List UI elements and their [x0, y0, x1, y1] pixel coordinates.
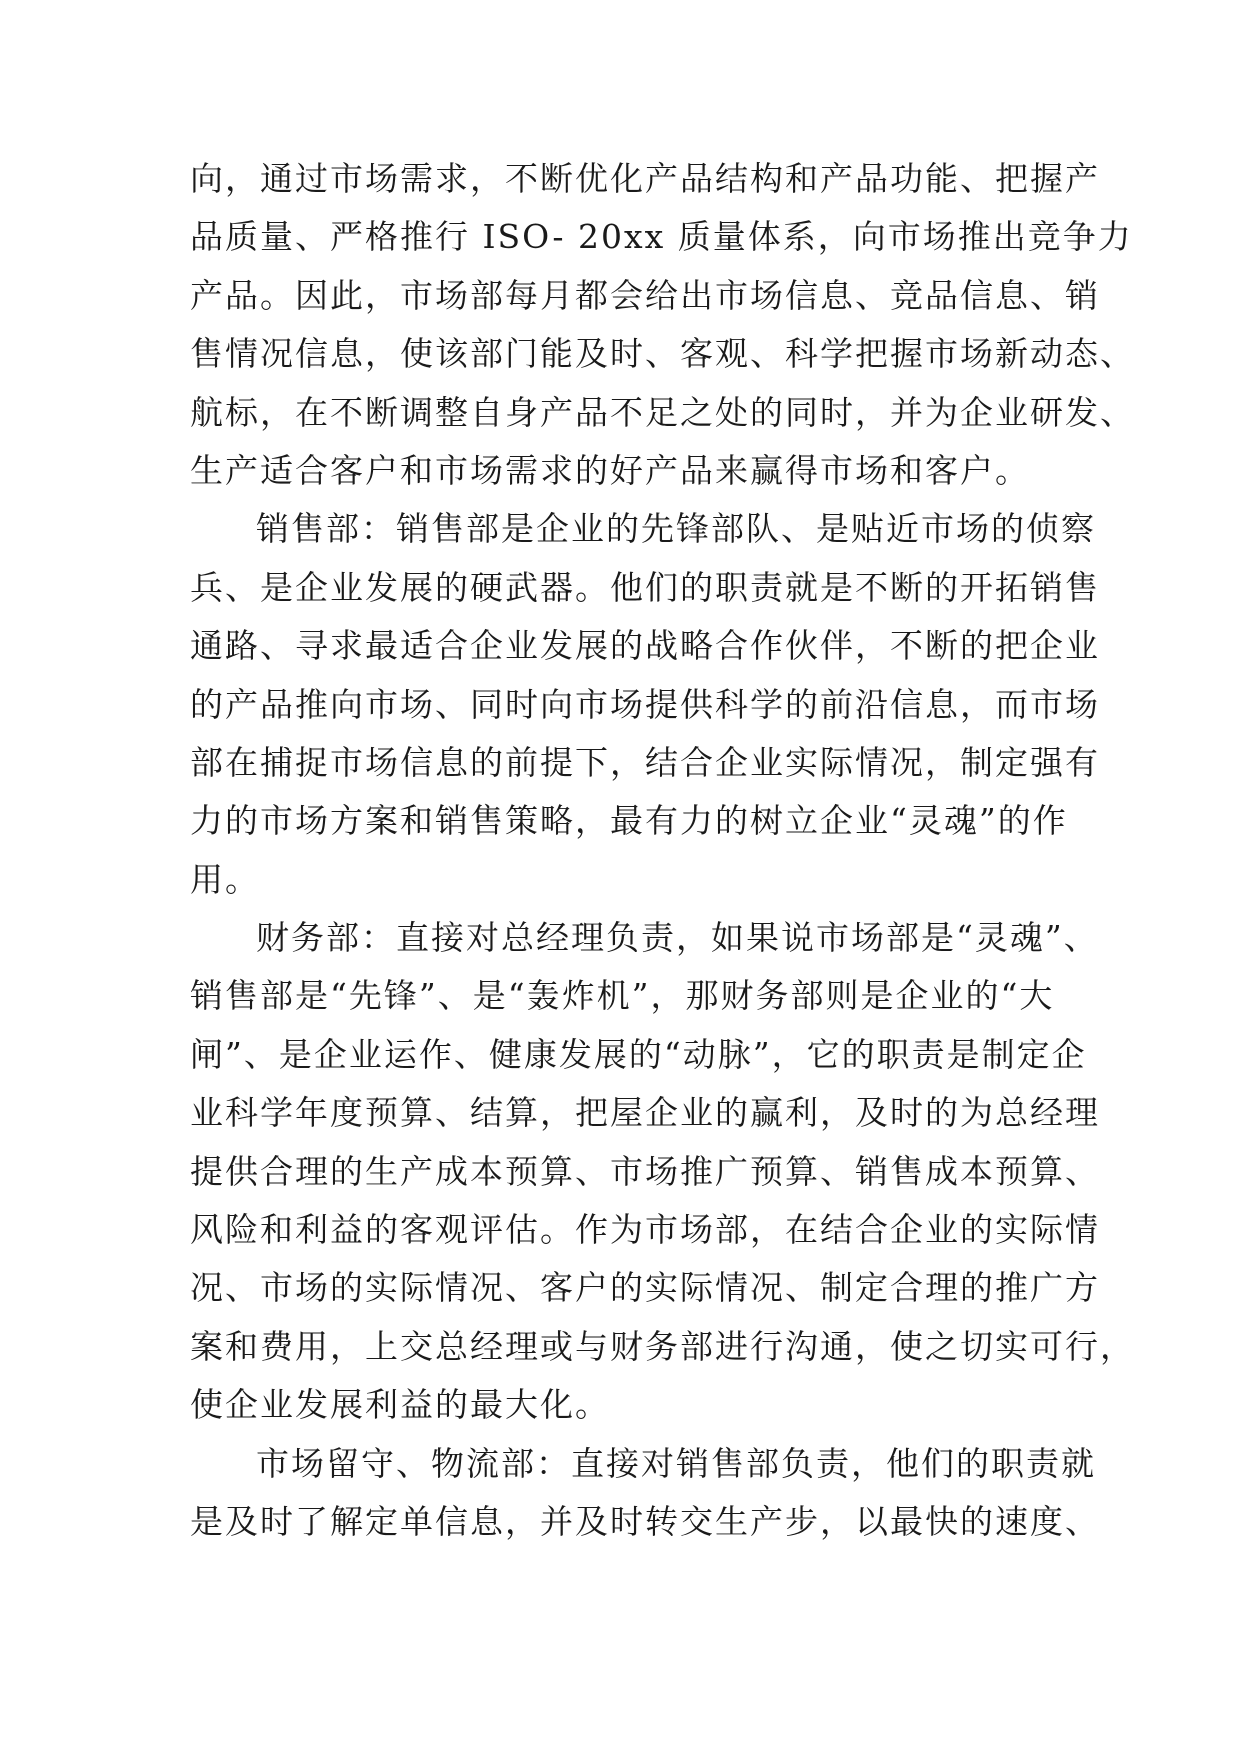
- paragraph-finance-department: [190, 909, 1135, 1435]
- text-line: 用。: [190, 859, 260, 899]
- paragraph-logistics-department: [190, 1435, 1100, 1552]
- text-line: 销售部是“先锋”、是“轰炸机”，那财务部则是企业的“大: [190, 976, 1055, 1016]
- text-line: 是及时了解定单信息，并及时转交生产步，以最快的速度、: [190, 1501, 1100, 1541]
- text-line: 财务部：直接对总经理负责，如果说市场部是“灵魂”、: [256, 918, 1099, 958]
- text-line: 销售部：销售部是企业的先锋部队、是贴近市场的侦察: [256, 509, 1096, 549]
- text-line: 生产适合客户和市场需求的好产品来赢得市场和客户。: [190, 450, 1030, 490]
- text-line: 向，通过市场需求，不断优化产品结构和产品功能、把握产: [190, 159, 1100, 198]
- text-line: 风险和利益的客观评估。作为市场部，在结合企业的实际情: [190, 1210, 1100, 1250]
- text-line: 通路、寻求最适合企业发展的战略合作伙伴，不断的把企业: [190, 626, 1100, 666]
- text-line: 产品。因此，市场部每月都会给出市场信息、竞品信息、销: [190, 275, 1100, 315]
- text-line: 闸”、是企业运作、健康发展的“动脉”，它的职责是制定企: [190, 1034, 1087, 1074]
- text-line: 品质量、严格推行 ISO- 20xx 质量体系，向市场推出竞争力: [190, 217, 1133, 257]
- text-line: 航标，在不断调整自身产品不足之处的同时，并为企业研发、: [190, 392, 1135, 432]
- text-line: 的产品推向市场、同时向市场提供科学的前沿信息，而市场: [190, 684, 1100, 724]
- text-line: 提供合理的生产成本预算、市场推广预算、销售成本预算、: [190, 1151, 1100, 1191]
- text-line: 业科学年度预算、结算，把屋企业的赢利，及时的为总经理: [190, 1093, 1100, 1133]
- document-body: [190, 150, 1135, 1551]
- text-line: 使企业发展利益的最大化。: [190, 1385, 610, 1425]
- text-line: 市场留守、物流部：直接对销售部负责，他们的职责就: [256, 1443, 1096, 1483]
- text-line: 力的市场方案和销售策略，最有力的树立企业“灵魂”的作: [190, 801, 1068, 841]
- text-line: 部在捕捉市场信息的前提下，结合企业实际情况，制定强有: [190, 742, 1100, 782]
- text-line: 况、市场的实际情况、客户的实际情况、制定合理的推广方: [190, 1268, 1100, 1308]
- text-line: 兵、是企业发展的硬武器。他们的职责就是不断的开拓销售: [190, 567, 1100, 607]
- text-line: 售情况信息，使该部门能及时、客观、科学把握市场新动态、: [190, 334, 1135, 374]
- paragraph-sales-department: [190, 500, 1100, 909]
- text-line: 案和费用，上交总经理或与财务部进行沟通，使之切实可行，: [190, 1326, 1135, 1366]
- paragraph-intro-continuation: [190, 150, 1135, 500]
